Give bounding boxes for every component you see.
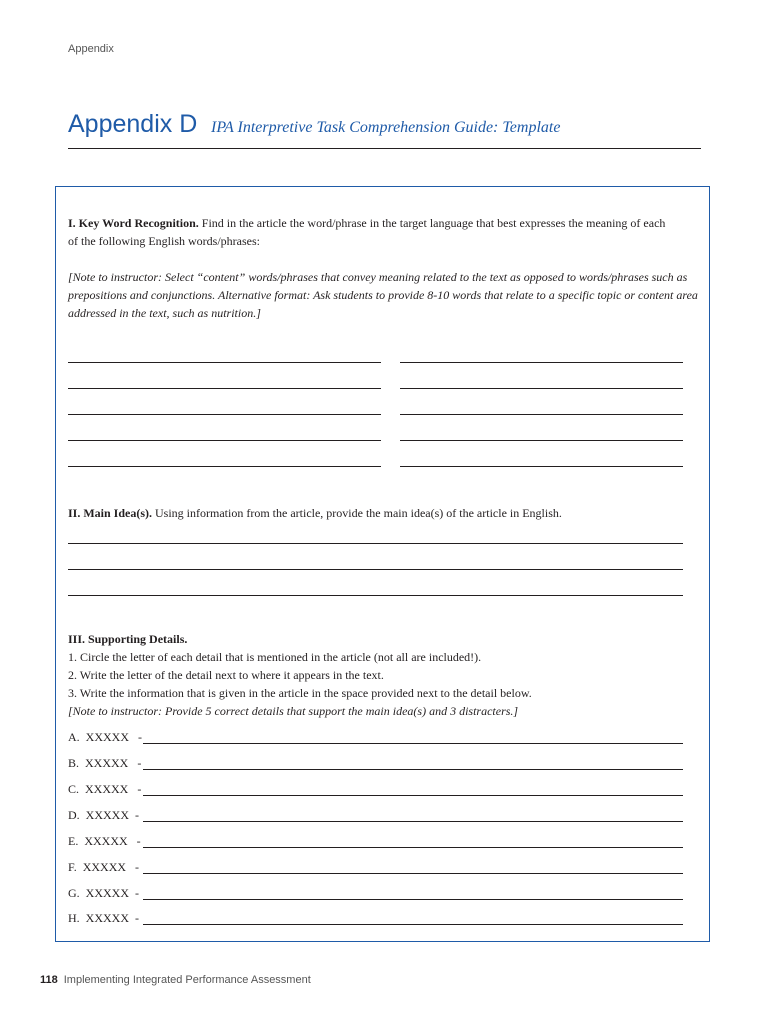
section1-heading: I. Key Word Recognition. bbox=[68, 216, 199, 230]
keyword-answer-line[interactable] bbox=[400, 440, 683, 441]
appendix-title: Appendix D bbox=[68, 110, 198, 138]
detail-answer-line[interactable] bbox=[143, 899, 683, 900]
section1-intro bbox=[68, 214, 708, 250]
detail-label-e: E. XXXXX - bbox=[68, 834, 141, 848]
keyword-answer-line[interactable] bbox=[400, 466, 683, 467]
section2-text: Using information from the article, provide the main idea(s) of the article in English. bbox=[152, 506, 562, 520]
section3-instruction-2: 2. Write the letter of the detail next to where it appears in the text. bbox=[68, 668, 384, 682]
section1-note bbox=[68, 268, 708, 322]
section3-note: [Note to instructor: Provide 5 correct details that support the main idea(s) and 3 distracters.] bbox=[68, 704, 519, 718]
detail-label-h: H. XXXXX - bbox=[68, 911, 139, 925]
page-footer bbox=[40, 974, 311, 986]
detail-label-b: B. XXXXX - bbox=[68, 756, 142, 770]
detail-answer-line[interactable] bbox=[143, 924, 683, 925]
keyword-answer-line[interactable] bbox=[68, 388, 381, 389]
detail-label-f: F. XXXXX - bbox=[68, 860, 140, 874]
page-number: 118 bbox=[40, 974, 58, 986]
keyword-answer-line[interactable] bbox=[68, 362, 381, 363]
section3-instruction-1: 1. Circle the letter of each detail that is mentioned in the article (not all are included!). bbox=[68, 650, 482, 664]
section3-intro bbox=[68, 630, 708, 720]
detail-label-a: A. XXXXX - bbox=[68, 730, 142, 744]
detail-answer-line[interactable] bbox=[143, 795, 683, 796]
detail-answer-line[interactable] bbox=[143, 873, 683, 874]
section1-note-line1: [Note to instructor: Select “content” words/phrases that convey meaning related to the text as opposed to words/phrases such as bbox=[68, 270, 688, 284]
section1-intro-line1: Find in the article the word/phrase in the target language that best expresses the meaning of each bbox=[198, 216, 666, 230]
detail-label-d: D. XXXXX - bbox=[68, 808, 139, 822]
main-idea-answer-line[interactable] bbox=[68, 543, 683, 544]
section3-heading: III. Supporting Details. bbox=[68, 632, 188, 646]
keyword-answer-line[interactable] bbox=[68, 414, 381, 415]
section1-note-line3: addressed in the text, such as nutrition.] bbox=[68, 306, 261, 320]
running-head: Appendix bbox=[68, 43, 114, 55]
detail-answer-line[interactable] bbox=[143, 743, 683, 744]
keyword-answer-line[interactable] bbox=[68, 466, 381, 467]
detail-label-c: C. XXXXX - bbox=[68, 782, 142, 796]
keyword-answer-line[interactable] bbox=[400, 388, 683, 389]
detail-answer-line[interactable] bbox=[143, 847, 683, 848]
section3-instruction-3: 3. Write the information that is given in the article in the space provided next to the detail below. bbox=[68, 686, 532, 700]
detail-answer-line[interactable] bbox=[143, 821, 683, 822]
section1-intro-line2: of the following English words/phrases: bbox=[68, 234, 260, 248]
detail-answer-line[interactable] bbox=[143, 769, 683, 770]
appendix-subtitle: IPA Interpretive Task Comprehension Guide: Template bbox=[211, 119, 561, 136]
detail-label-g: G. XXXXX - bbox=[68, 886, 139, 900]
main-idea-answer-line[interactable] bbox=[68, 595, 683, 596]
section1-note-line2: prepositions and conjunctions. Alternative format: Ask students to provide 8-10 words that relate to a specific topic or content area bbox=[68, 288, 698, 302]
keyword-answer-line[interactable] bbox=[400, 362, 683, 363]
section2-heading: II. Main Idea(s). bbox=[68, 506, 153, 520]
book-title: Implementing Integrated Performance Assessment bbox=[63, 974, 311, 986]
keyword-answer-line[interactable] bbox=[68, 440, 381, 441]
main-idea-answer-line[interactable] bbox=[68, 569, 683, 570]
title-row bbox=[68, 110, 701, 149]
keyword-answer-line[interactable] bbox=[400, 414, 683, 415]
section2-intro bbox=[68, 504, 708, 522]
